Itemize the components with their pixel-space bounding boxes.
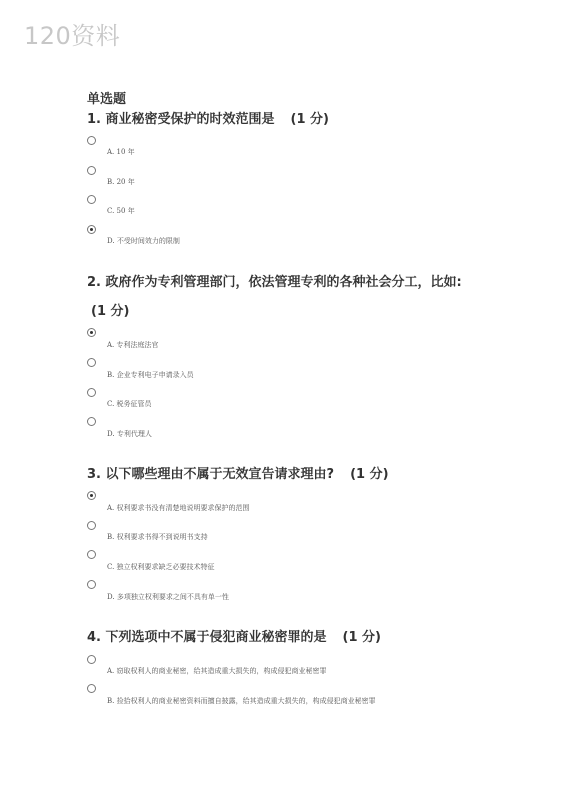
- q2-option-d-label: D. 专利代理人: [107, 430, 152, 438]
- question-3-score: (1 分): [350, 467, 389, 482]
- q3-option-a-label: A. 权利要求书没有清楚地说明要求保护的范围: [107, 504, 250, 512]
- q1-option-a-radio[interactable]: [87, 136, 96, 145]
- q1-option-a-label: A. 10 年: [107, 148, 135, 156]
- q3-option-c-label: C. 独立权利要求缺乏必要技术特征: [107, 563, 215, 571]
- question-3-title: [87, 460, 507, 489]
- q2-option-b-label: B. 企业专利电子申请录入员: [107, 371, 194, 379]
- question-2-title: [87, 268, 482, 326]
- q1-option-b-label: B. 20 年: [107, 178, 135, 186]
- q1-option-c-radio[interactable]: [87, 195, 96, 204]
- section-title: 单选题: [87, 92, 127, 107]
- question-1-text: 1. 商业秘密受保护的时效范围是: [87, 112, 275, 127]
- q4-option-a-label: A. 窃取权利人的商业秘密，给其造成重大损失的，构成侵犯商业秘密罪: [107, 667, 327, 675]
- question-1-title: [87, 105, 507, 134]
- q1-option-d-label: D. 不受时间效力的限制: [107, 237, 180, 245]
- q4-option-b-radio[interactable]: [87, 684, 96, 693]
- q4-option-a-radio[interactable]: [87, 655, 96, 664]
- q1-option-c-label: C. 50 年: [107, 207, 135, 215]
- question-4-text: 4. 下列选项中不属于侵犯商业秘密罪的是: [87, 630, 327, 645]
- q2-option-a-label: A. 专利法庭法官: [107, 341, 159, 349]
- question-2-text: 2. 政府作为专利管理部门，依法管理专利的各种社会分工，比如:: [87, 275, 462, 290]
- q3-option-d-label: D. 多项独立权利要求之间不具有单一性: [107, 593, 229, 601]
- question-2-score: (1 分): [91, 304, 130, 319]
- q1-option-b-radio[interactable]: [87, 166, 96, 175]
- watermark-logo: 120资料: [24, 22, 121, 50]
- q2-option-b-radio[interactable]: [87, 358, 96, 367]
- q1-option-d-radio[interactable]: [87, 225, 96, 234]
- q4-option-b-label: B. 捡拾权利人的商业秘密资料而擅自披露，给其造成重大损失的，构成侵犯商业秘密罪: [107, 697, 376, 705]
- question-4-title: [87, 623, 507, 652]
- q3-option-b-radio[interactable]: [87, 521, 96, 530]
- question-3-text: 3. 以下哪些理由不属于无效宣告请求理由?: [87, 467, 335, 482]
- q2-option-c-radio[interactable]: [87, 388, 96, 397]
- q2-option-a-radio[interactable]: [87, 328, 96, 337]
- q3-option-c-radio[interactable]: [87, 550, 96, 559]
- q3-option-d-radio[interactable]: [87, 580, 96, 589]
- q3-option-a-radio[interactable]: [87, 491, 96, 500]
- question-1-score: (1 分): [290, 112, 329, 127]
- q3-option-b-label: B. 权利要求书得不到说明书支持: [107, 533, 208, 541]
- question-4-score: (1 分): [342, 630, 381, 645]
- q2-option-d-radio[interactable]: [87, 417, 96, 426]
- q2-option-c-label: C. 税务征管员: [107, 400, 152, 408]
